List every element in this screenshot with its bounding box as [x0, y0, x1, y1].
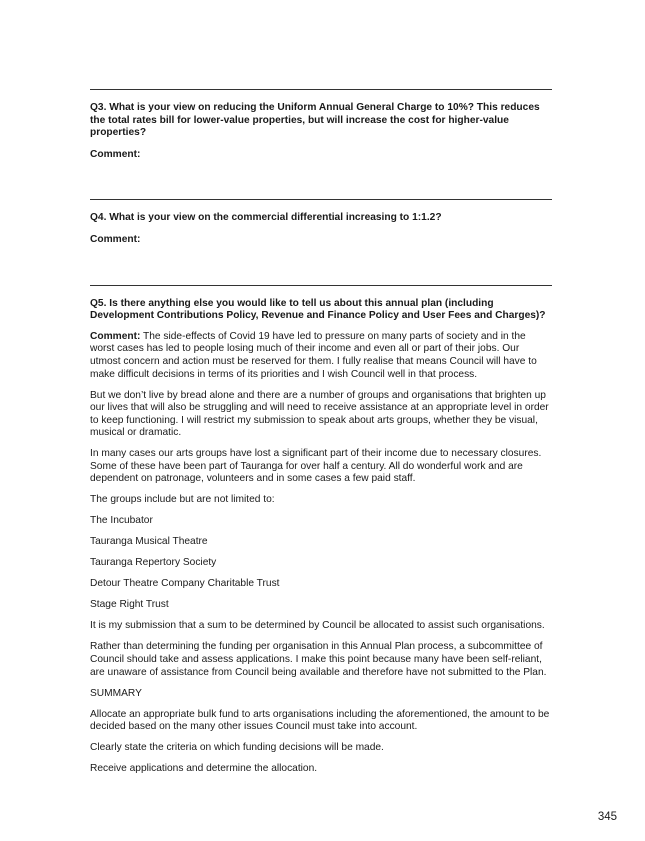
group-list-item: The Incubator: [90, 515, 153, 527]
group-list-item: Tauranga Musical Theatre: [90, 536, 208, 548]
comment-paragraph: In many cases our arts groups have lost a significant part of their income due to necessary closures. Some of these have been part of Tauranga for over half a century. All do wonderful work and are dependent on patronage, volunteers and in some cases a few paid staff.: [90, 448, 542, 485]
question-3-comment-label: Comment:: [90, 148, 141, 160]
comment-paragraph: But we don’t live by bread alone and there are a number of groups and organisations that brighten up our lives that will also be struggling and will need to receive assistance at an appropriate level in order to keep functioning. I will restrict my submission to speak about arts groups, whether they be visual, musical or dramatic.: [90, 389, 549, 439]
comment-paragraph: The groups include but are not limited to:: [90, 494, 275, 506]
question-3: Q3. What is your view on reducing the Uniform Annual General Charge to 10%? This reduces the total rates bill for lower-value properties, but will increase the cost for higher-value properties?: [90, 102, 540, 139]
question-5: Q5. Is there anything else you would like to tell us about this annual plan (including Development Contributions Policy, Revenue and Finance Policy and User Fees and Charges)?: [90, 297, 546, 322]
summary-point: Clearly state the criteria on which funding decisions will be made.: [90, 742, 384, 754]
question-4: Q4. What is your view on the commercial differential increasing to 1:1.2?: [90, 212, 442, 224]
section-divider: [90, 89, 552, 90]
section-divider: [90, 199, 552, 200]
question-5-comment: [90, 331, 552, 381]
page-content: [90, 89, 552, 776]
group-list-item: Stage Right Trust: [90, 599, 169, 611]
summary-heading: SUMMARY: [90, 687, 142, 699]
group-list-item: Tauranga Repertory Society: [90, 557, 217, 569]
question-4-comment-label: Comment:: [90, 233, 141, 245]
summary-point: Receive applications and determine the allocation.: [90, 763, 318, 775]
question-5-comment-label: Comment:: [90, 330, 141, 342]
group-list-item: Detour Theatre Company Charitable Trust: [90, 578, 280, 590]
comment-paragraph: Rather than determining the funding per organisation in this Annual Plan process, a subcommittee of Council should take and assess applications. I make this point because many have been self-reliant, are unaware of assistance from Council being available and therefore have not submitted to the Plan.: [90, 641, 547, 678]
section-divider: [90, 285, 552, 286]
summary-point: Allocate an appropriate bulk fund to arts organisations including the aforementioned, the amount to be decided based on the many other issues Council must take into account.: [90, 708, 550, 733]
comment-paragraph: The side-effects of Covid 19 have led to pressure on many parts of society and in the worst cases has led to people losing much of their income and even all or part of their jobs. Our utmost concern and action must be reserved for them. I fully realise that means Council will have to make difficult decisions in terms of its priorities and I wish Council well in that process.: [90, 330, 537, 380]
comment-paragraph: It is my submission that a sum to be determined by Council be allocated to assist such organisations.: [90, 620, 545, 632]
page-number: 345: [597, 811, 617, 823]
